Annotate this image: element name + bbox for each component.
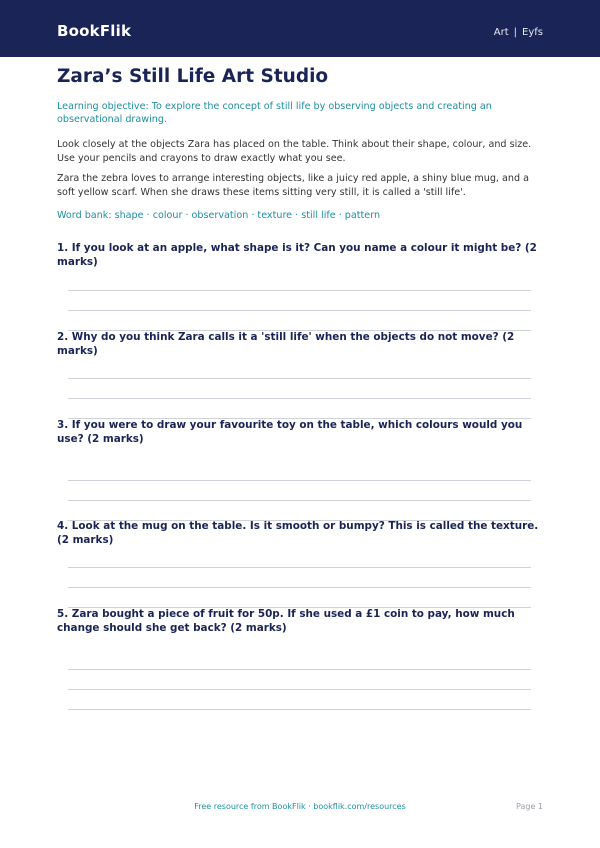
breadcrumb-subject[interactable]: Art: [493, 27, 509, 38]
footer-resource-link[interactable]: Free resource from BookFlik · bookflik.com/resources: [194, 802, 406, 811]
breadcrumb: [494, 27, 543, 38]
answer-line-3b[interactable]: [68, 500, 531, 501]
intro-paragraph: Look closely at the objects Zara has placed on the table. Think about their shape, colour, and size. Use your pencils and crayons to draw exactly what you see.: [57, 139, 532, 164]
answer-line-2b[interactable]: [68, 398, 531, 399]
question-2: 2. Why do you think Zara calls it a 'still life' when the objects do not move? (2 marks): [57, 331, 515, 357]
answer-line-5b[interactable]: [68, 689, 531, 690]
answer-line-5a[interactable]: [68, 669, 531, 670]
answer-line-4b[interactable]: [68, 587, 531, 588]
answer-line-1b[interactable]: [68, 310, 531, 311]
question-5: 5. Zara bought a piece of fruit for 50p. If she used a £1 coin to pay, how much change should she get back? (2 marks): [57, 608, 515, 634]
question-4: 4. Look at the mug on the table. Is it smooth or bumpy? This is called the texture. (2 marks): [57, 520, 539, 546]
story-paragraph: Zara the zebra loves to arrange interesting objects, like a juicy red apple, a shiny blue mug, and a soft yellow scarf. When she draws these items sitting very still, it is called a 'still life'.: [57, 173, 530, 198]
header-bar: [0, 0, 600, 57]
page-title: Zara’s Still Life Art Studio: [57, 66, 329, 87]
word-bank: Word bank: shape · colour · observation · texture · still life · pattern: [57, 210, 381, 221]
answer-line-2a[interactable]: [68, 378, 531, 379]
question-3: 3. If you were to draw your favourite toy on the table, which colours would you use? (2 marks): [57, 419, 523, 445]
answer-line-3a[interactable]: [68, 480, 531, 481]
question-1: 1. If you look at an apple, what shape is it? Can you name a colour it might be? (2 marks): [57, 242, 537, 268]
answer-line-5c[interactable]: [68, 709, 531, 710]
learning-objective: Learning objective: To explore the concept of still life by observing objects and creating an observational drawing.: [57, 101, 492, 125]
answer-line-1a[interactable]: [68, 290, 531, 291]
brand-logo-text[interactable]: BookFlik: [57, 22, 132, 40]
breadcrumb-level[interactable]: Eyfs: [522, 27, 543, 38]
breadcrumb-separator: |: [513, 27, 518, 38]
answer-line-4a[interactable]: [68, 567, 531, 568]
page-number: Page 1: [516, 802, 543, 811]
